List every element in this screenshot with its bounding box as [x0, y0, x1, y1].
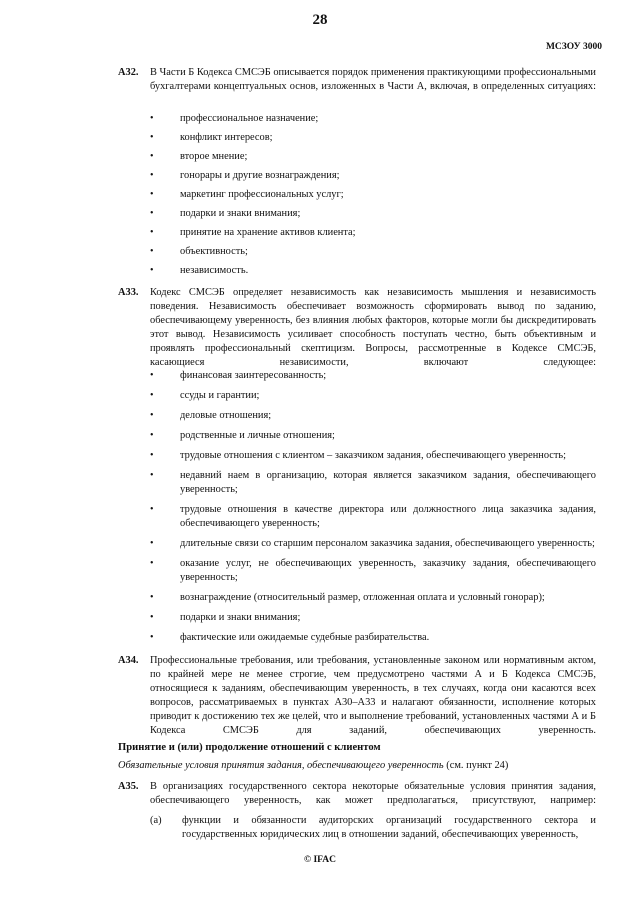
paragraph-label: A32.	[118, 67, 139, 78]
sub-item-text: функции и обязанности аудиторских организаций государственного сектора и государственных юридических лиц в отношении заданий, обеспечивающих уверенность,	[182, 815, 596, 840]
list-item: • оказание услуг, не обеспечивающих уверенность, заказчику задания, обеспечивающего уверенность;	[150, 557, 596, 585]
list-item: • недавний наем в организацию, которая является заказчиком задания, обеспечивающего уверенность;	[150, 469, 596, 497]
footer-copyright: © IFAC	[304, 855, 336, 865]
list-item: • гонорары и другие вознаграждения;	[150, 169, 596, 183]
list-item: • объективность;	[150, 245, 596, 259]
list-item: • вознаграждение (относительный размер, отложенная оплата и условный гонорар);	[150, 591, 596, 605]
list-item: • ссуды и гарантии;	[150, 389, 596, 403]
list-item: • подарки и знаки внимания;	[150, 207, 596, 221]
paragraph-a34	[118, 654, 596, 752]
list-item: • родственные и личные отношения;	[150, 429, 596, 443]
list-item: • финансовая заинтересованность;	[150, 369, 596, 383]
list-item: • деловые отношения;	[150, 409, 596, 423]
list-item: • принятие на хранение активов клиента;	[150, 226, 596, 240]
list-item: • профессиональное назначение;	[150, 112, 596, 126]
list-item: • конфликт интересов;	[150, 131, 596, 145]
paragraph-label: A33.	[118, 287, 139, 298]
list-item: • фактические или ожидаемые судебные разбирательства.	[150, 631, 596, 645]
paragraph-text: Кодекс СМСЭБ определяет независимость как независимость мышления и независимость поведения. Независимость обеспечивает возможность сформировать вывод по заданию, обеспечивающему уверенность, без влияния любых факторов, которые могли бы дискредитировать этот вывод. Независимость усиливает способность поступать честно, быть объективным и проявлять профессиональный скептицизм. Вопросы, рассмотренные в Кодексе СМСЭБ, касающиеся независимости, включают следующее:	[150, 287, 596, 368]
list-item: • длительные связи со старшим персоналом заказчика задания, обеспечивающего уверенность;	[150, 537, 596, 551]
list-item: • трудовые отношения с клиентом – заказчиком задания, обеспечивающего уверенность;	[150, 449, 596, 463]
section-heading: Принятие и (или) продолжение отношений с клиентом	[118, 742, 381, 753]
sub-item-label: (a)	[150, 815, 162, 826]
paragraph-label: A35.	[118, 781, 139, 792]
list-item: • трудовые отношения в качестве директора или должностного лица заказчика задания, обеспечивающего уверенность;	[150, 503, 596, 531]
list-item: • подарки и знаки внимания;	[150, 611, 596, 625]
bullet-list-a32	[150, 112, 596, 278]
standard-code: МСЗОУ 3000	[545, 42, 602, 52]
list-item: • второе мнение;	[150, 150, 596, 164]
paragraph-a32	[118, 66, 596, 108]
bullet-list-a33	[150, 369, 596, 645]
paragraph-text: В организациях государственного сектора некоторые обязательные условия принятия задания, обеспечивающего уверенность, как может предполагаться, присутствуют, например:	[150, 781, 596, 806]
paragraph-text: В Части Б Кодекса СМСЭБ описывается порядок применения практикующими профессиональными бухгалтерами концептуальных основ, изложенных в Части А, включая, в определенных ситуациях:	[150, 67, 596, 92]
list-item: • маркетинг профессиональных услуг;	[150, 188, 596, 202]
subheading	[118, 760, 508, 771]
sub-item-a	[150, 814, 596, 842]
list-item: • независимость.	[150, 264, 596, 278]
subheading-italic: Обязательные условия принятия задания, обеспечивающего уверенность	[118, 760, 444, 771]
paragraph-text: Профессиональные требования, или требования, установленные законом или нормативным актом, по крайней мере не менее строгие, чем предусмотрено частями А и Б Кодекса СМСЭБ, относящиеся к заданиям, обеспечивающим уверенность, в тех случаях, когда они касаются всех вопросов, рассматриваемых в пунктах А30–А33 и налагают обязанности, исполнение которых приводит к достижению тех же целей, что и выполнение требований, установленных частями А и Б Кодекса СМСЭБ для заданий, обеспечивающих уверенность.	[150, 655, 596, 736]
page-number: 28	[312, 12, 328, 28]
paragraph-label: A34.	[118, 655, 139, 666]
subheading-ref: (см. пункт 24)	[443, 760, 509, 771]
